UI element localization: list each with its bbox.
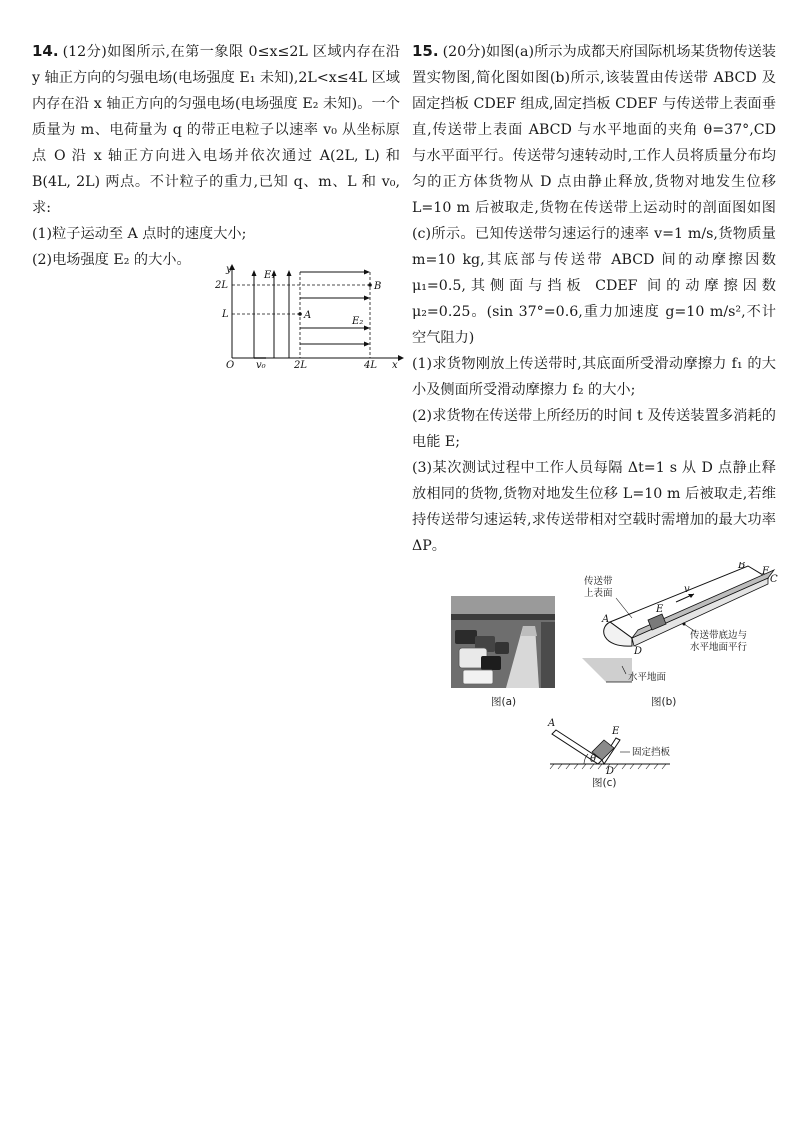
label-baffle: 固定挡板: [632, 747, 671, 758]
section-vertex-d: D: [606, 766, 615, 777]
q14-stem-text: (12分)如图所示,在第一象限 0≤x≤2L 区域内存在沿 y 轴正方向的匀强电场(电场强度 E₁ 未知),2L<x≤4L 区域内存在沿 x 轴正方向的匀强电场(电场强度 E₂ 未知)。一个质量为 m、电荷量为 q 的带正电粒子以速率 v₀ 从坐标原点 O 沿 x 轴正方向进入电场并依次通过 A(2L, L) 和 B(4L, 2L) 两点。不计粒子的重力,已知 q、m、L 和 v₀,求:: [32, 44, 400, 216]
question-14: [32, 38, 400, 273]
velocity-label: v: [684, 584, 690, 595]
vertex-e: E: [656, 604, 664, 615]
point-a-label: A: [304, 310, 312, 321]
q15-number: 15.: [412, 42, 439, 60]
q15-photo-figure-a: [451, 596, 555, 688]
q15-sub2: (2)求货物在传送带上所经历的时间 t 及传送装置多消耗的电能 E;: [412, 408, 776, 450]
ground-hatch: [582, 658, 632, 682]
label-edge-1: 传送带底边与: [690, 630, 748, 641]
field-e1-label: E₁: [264, 270, 276, 281]
q15-sub1: (1)求货物刚放上传送带时,其底面所受滑动摩擦力 f₁ 的大小及侧面所受滑动摩擦力 f₂ 的大小;: [412, 356, 776, 398]
q14-field-figure: [214, 262, 404, 370]
point-a: [298, 312, 302, 316]
tick-v0: v₀: [256, 360, 266, 370]
q14-sub2: (2)电场强度 E₂ 的大小。: [32, 252, 191, 268]
label-ground: 水平地面: [628, 672, 667, 683]
q14-sub1: (1)粒子运动至 A 点时的速度大小;: [32, 226, 247, 242]
label-belt-surface-1: 传送带: [584, 576, 613, 587]
x-axis-arrow-icon: [398, 355, 404, 361]
vertex-d: D: [634, 646, 643, 657]
vertex-c: C: [770, 574, 778, 585]
q15-sub3: (3)某次测试过程中工作人员每隔 Δt=1 s 从 D 点静止释放相同的货物,货物对地发生位移 L=10 m 后被取走,若维持传送带匀速运转,求传送带相对空载时需增加的最大功率 ΔP。: [412, 460, 776, 554]
vertex-a: A: [602, 614, 610, 625]
tick-2L-x: 2L: [294, 360, 308, 370]
caption-figure-c: 图(c): [592, 777, 617, 789]
point-b-label: B: [374, 281, 382, 292]
vertex-b: B: [738, 562, 746, 571]
vertex-f: F: [762, 566, 769, 577]
origin-label: O: [226, 360, 235, 370]
section-vertex-a: A: [548, 718, 556, 729]
field-e2-lines: [300, 270, 370, 347]
x-axis-label: x: [392, 360, 398, 370]
q15-stem-text: (20分)如图(a)所示为成都天府国际机场某货物传送装置实物图,简化图如图(b)所示,该装置由传送带 ABCD 及固定挡板 CDEF 组成,固定挡板 CDEF 与传送带上表面垂直,传送带上表面 ABCD 与水平地面的夹角 θ=37°,CD 与水平面平行。传送带匀速转动时,工作人员将质量分布均匀的正方体货物从 D 点由静止释放,货物对地发生位移 L=10 m 后被取走,货物在传送带上运动时的剖面图如图(c)所示。已知传送带匀速运行的速率 v=1 m/s,货物质量 m=10 kg,其底部与传送带 ABCD 间的动摩擦因数 μ₁=0.5,其侧面与挡板 CDEF 间的动摩擦因数 μ₂=0.25。(sin 37°=0.6,重力加速度 g=10 m/s²,不计空气阻力): [412, 44, 776, 346]
field-e2-label: E₂: [352, 316, 364, 327]
label-belt-surface-2: 上表面: [584, 588, 613, 599]
caption-figure-a: 图(a): [491, 696, 517, 708]
section-vertex-e: E: [612, 726, 620, 737]
y-axis-label: y: [226, 264, 232, 275]
caption-figure-b: 图(b): [651, 696, 677, 708]
tick-L-y: L: [222, 309, 229, 320]
tick-4L-x: 4L: [364, 360, 378, 370]
angle-label: θ: [590, 754, 597, 765]
q14-stem: [32, 38, 400, 221]
label-edge-2: 水平地面平行: [690, 642, 748, 653]
q15-conveyor-figure-b: [572, 562, 782, 708]
tick-2L-y: 2L: [215, 280, 229, 291]
question-15: [412, 38, 776, 559]
q14-number: 14.: [32, 42, 59, 60]
point-b: [368, 283, 372, 287]
q15-stem: [412, 38, 776, 351]
